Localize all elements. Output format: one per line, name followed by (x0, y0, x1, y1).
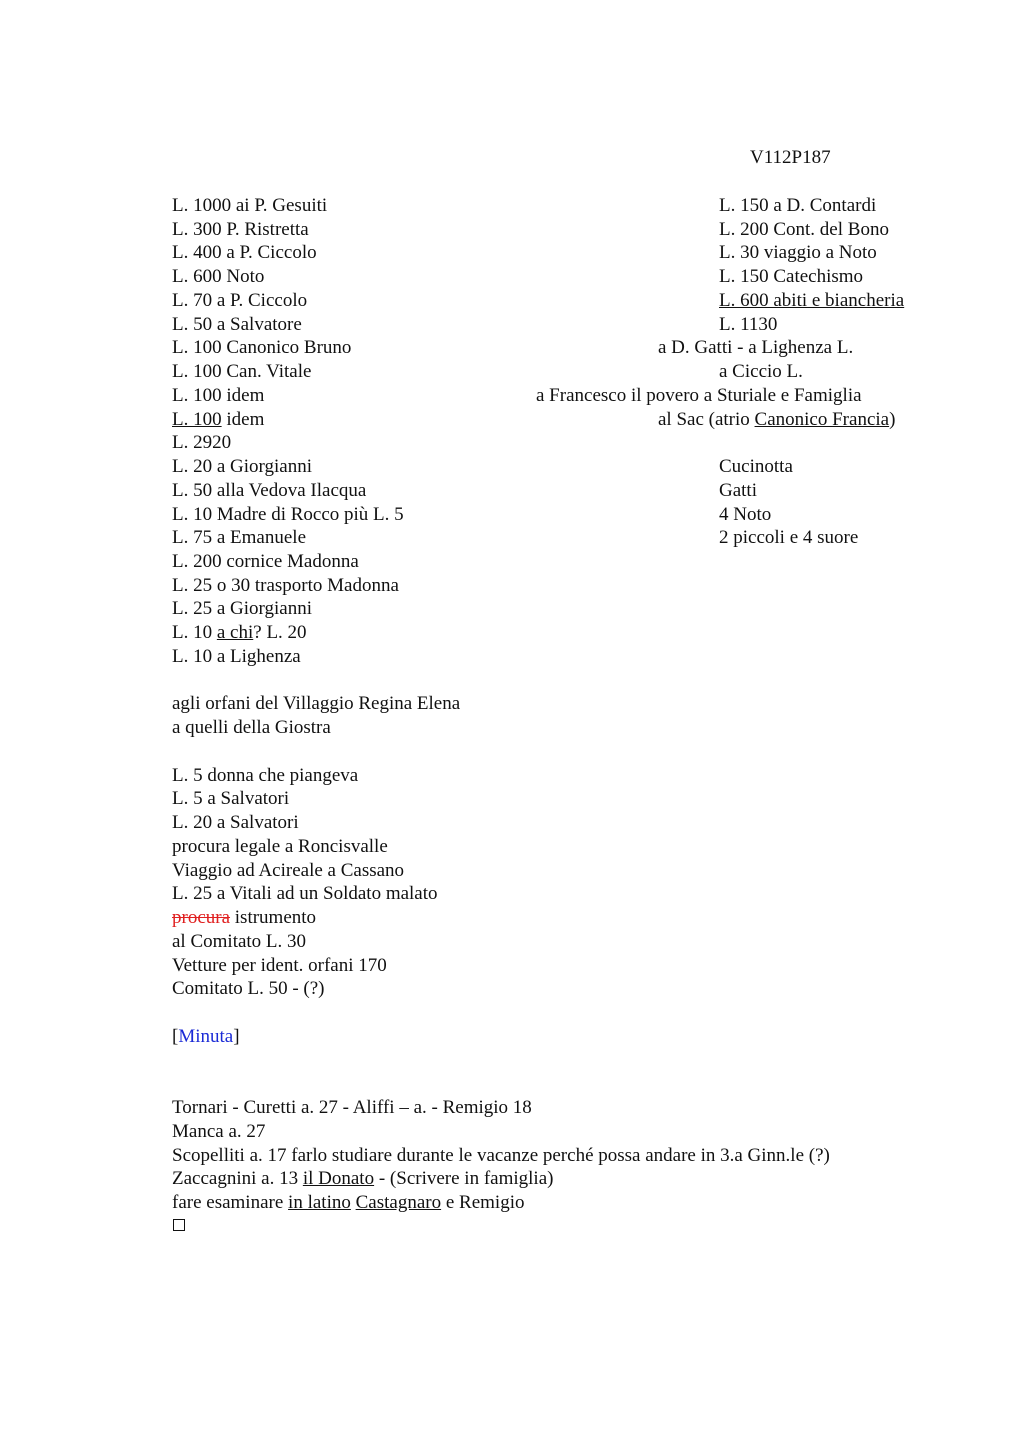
name-line: Gatti (719, 480, 757, 501)
expense-line: a Ciccio L. (719, 361, 803, 382)
expense-line: L. 10 a Lighenza (172, 646, 301, 667)
expense-line: L. 50 alla Vedova Ilacqua (172, 480, 367, 501)
underlined-text: in latino (288, 1192, 351, 1213)
note-line: L. 5 donna che piangeva (172, 765, 359, 786)
expense-line: L. 100 Can. Vitale (172, 361, 312, 382)
note-line-text: - (Scrivere in famiglia) (374, 1168, 554, 1189)
expense-line-text: al Sac (atrio (658, 409, 755, 430)
note-line: Tornari - Curetti a. 27 - Aliffi – a. - Remigio 18 (172, 1097, 532, 1118)
underlined-text: Canonico Francia (754, 409, 890, 430)
expense-line: a D. Gatti - a Lighenza L. (658, 337, 854, 358)
underlined-amount: L. 100 (172, 409, 222, 430)
note-line: L. 20 a Salvatori (172, 812, 299, 833)
expense-line: L. 30 viaggio a Noto (719, 242, 877, 263)
expense-line: L. 400 a P. Ciccolo (172, 242, 317, 263)
note-line-text: fare esaminare (172, 1192, 289, 1213)
expense-line: L. 150 a D. Contardi (719, 195, 877, 216)
expense-line: L. 600 abiti e biancheria (719, 290, 905, 311)
expense-total: L. 1130 (719, 314, 778, 335)
expense-line: L. 70 a P. Ciccolo (172, 290, 308, 311)
expense-line: L. 10 Madre di Rocco più L. 5 (172, 504, 404, 525)
underlined-text: a chi (216, 622, 254, 643)
name-line: 2 piccoli e 4 suore (719, 527, 859, 548)
underlined-text: il Donato (302, 1168, 375, 1189)
note-line: L. 25 a Vitali ad un Soldato malato (172, 883, 438, 904)
expense-line: L. 300 P. Ristretta (172, 219, 309, 240)
name-line: 4 Noto (719, 504, 772, 525)
expense-line-text: L. 10 (172, 622, 217, 643)
note-line: agli orfani del Villaggio Regina Elena (172, 693, 461, 714)
note-line-text: Zaccagnini a. 13 (172, 1168, 303, 1189)
note-line: Comitato L. 50 - (?) (172, 978, 325, 999)
expense-line (172, 621, 307, 645)
name-line: Cucinotta (719, 456, 793, 477)
expense-line: L. 600 Noto (172, 266, 265, 287)
expense-line: L. 200 cornice Madonna (172, 551, 359, 572)
expense-total: L. 2920 (172, 432, 232, 453)
expense-line-text: ) (889, 409, 896, 430)
expense-line: L. 25 o 30 trasporto Madonna (172, 575, 399, 596)
expense-line: L. 150 Catechismo (719, 266, 864, 287)
note-line: al Comitato L. 30 (172, 931, 307, 952)
bracket: [ (172, 1026, 179, 1047)
expense-line: L. 75 a Emanuele (172, 527, 307, 548)
expense-line: L. 1000 ai P. Gesuiti (172, 195, 328, 216)
expense-line (658, 408, 895, 432)
note-line: a quelli della Giostra (172, 717, 331, 738)
minuta-link-text: Minuta (178, 1026, 234, 1047)
note-line: Vetture per ident. orfani 170 (172, 955, 387, 976)
expense-line: L. 20 a Giorgianni (172, 456, 313, 477)
note-line-text: e Remigio (441, 1192, 525, 1213)
expense-line: L. 100 Canonico Bruno (172, 337, 352, 358)
note-line: L. 5 a Salvatori (172, 788, 290, 809)
note-line-text: istrumento (230, 907, 317, 928)
expense-line: L. 50 a Salvatore (172, 314, 302, 335)
expense-line: L. 100 idem (172, 385, 265, 406)
bracket: ] (233, 1026, 240, 1047)
minuta-label (172, 1025, 240, 1049)
note-line: Viaggio ad Acireale a Cassano (172, 860, 405, 881)
page-code: V112P187 (750, 147, 831, 168)
note-line (172, 1167, 553, 1191)
expense-line-text: idem (221, 409, 265, 430)
note-line (172, 1191, 524, 1215)
note-line: Scopelliti a. 17 farlo studiare durante le vacanze perché possa andare in 3.a Ginn.le (?) (172, 1145, 830, 1166)
expense-line-text: ? L. 20 (253, 622, 307, 643)
note-line (172, 906, 316, 930)
note-line: Manca a. 27 (172, 1121, 266, 1142)
expense-line: a Francesco il povero a Sturiale e Famiglia (536, 385, 862, 406)
expense-line: L. 200 Cont. del Bono (719, 219, 889, 240)
checkbox-square-icon (173, 1219, 185, 1231)
underlined-text: Castagnaro (355, 1192, 442, 1213)
expense-line (172, 408, 264, 432)
note-line: procura legale a Roncisvalle (172, 836, 388, 857)
expense-line: L. 25 a Giorgianni (172, 598, 313, 619)
struck-text: procura (172, 907, 231, 928)
